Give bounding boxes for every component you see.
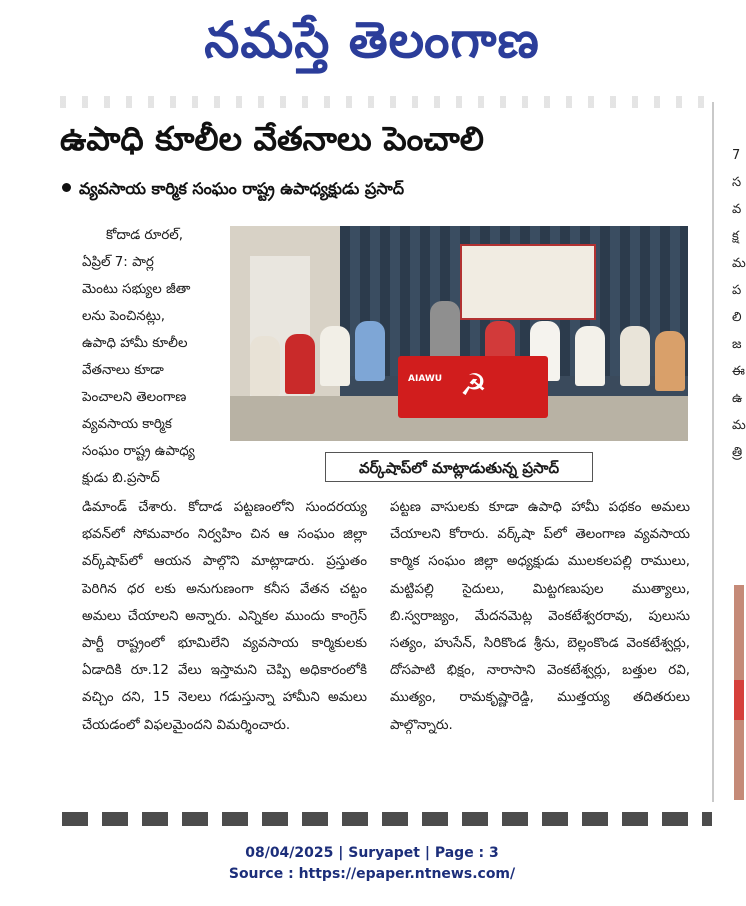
body-line: వ్యవసాయ కార్మిక: [82, 417, 172, 432]
table-label: AIAWU: [408, 374, 443, 384]
photo-person: [320, 326, 350, 386]
photo-person: [430, 301, 460, 361]
photo-person: [655, 331, 685, 391]
article-body-intro: [82, 222, 224, 492]
article-body-left: డిమాండ్ చేశారు. కోదాడ పట్టణంలోని సుందరయ్య భవన్‌లో సోమవారం నిర్వహిం చిన ఆ సంఘం జిల్లా వర్క్‌షాప్‌లో ఆయన పాల్గొని మాట్లాడారు. ప్రస్తుతం పెరిగిన ధర లకు అనుగుణంగా కనీస వేతన చట్టం అమలు చేయాలని అన్నారు. ఎన్నికల ముందు కాంగ్రెస్ పార్టీ రాష్ట్రంలో భూమిలేని వ్యవసాయ కార్మికులకు ఏడాదికి రూ.12 వేలు ఇస్తామని చెప్పి అధికారంలోకి వచ్చిం దని, 15 నెలలు గడుస్తున్నా హామీని అమలు చేయడంలో విఫలమైందని విమర్శించారు.: [82, 500, 367, 733]
body-line: ఏప్రిల్ 7: పార్ల: [82, 255, 154, 270]
article-body-right: పట్టణ వాసులకు కూడా ఉపాధి హామీ పథకం అమలు చేయాలని కోరారు. వర్క్‌షా ప్‌లో తెలంగాణ వ్యవసాయ కార్మిక సంఘం జిల్లా అధ్యక్షుడు ములకలపల్లి రాములు, మట్టిపల్లి సైదులు, మిట్టగణుపుల ముత్యాలు, బి.స్వరాజ్యం, మేదనమెట్ల వెంకటేశ్వరరావు, పులుసు సత్యం, హుసేన్, సిరికొండ శ్రీను, బెల్లంకొండ వెంకటేశ్వర్లు, దోసపాటి భిక్షం, నారాసాని వెంకటేశ్వర్లు, బత్తుల రవి, ముత్యం, రామకృష్ణారెడ్డి, ముత్తయ్య తదితరులు పాల్గొన్నారు.: [390, 500, 690, 733]
photo-person: [355, 321, 385, 381]
photo-person: [285, 334, 315, 394]
cropped-text-strip-bottom: [62, 812, 712, 826]
hammer-sickle-icon: ☭: [460, 368, 487, 403]
cropped-text-strip-top: [60, 96, 710, 108]
page-footer: [0, 843, 744, 885]
photo-caption: వర్క్‌షాప్‌లో మాట్లాడుతున్న ప్రసాద్: [325, 452, 593, 482]
photo-table-banner: [398, 356, 548, 418]
body-line: కోదాడ రూరల్,: [106, 228, 184, 243]
photo-person: [575, 326, 605, 386]
adjacent-photo-clipped-accent: [734, 680, 744, 720]
article-photo: [230, 226, 688, 441]
adjacent-column-clipped: 7 స వ క్ష మ ప లి జ ఈ ఉ మ త్రి: [732, 148, 746, 460]
masthead-logo: నమస్తే తెలంగాణ: [204, 10, 540, 69]
body-line: పెంచాలని తెలంగాణ: [82, 390, 187, 405]
photo-person: [620, 326, 650, 386]
article-headline: ఉపాధి కూలీల వేతనాలు పెంచాలి: [60, 119, 484, 158]
column-divider: [712, 102, 714, 802]
body-line: సంఘం రాష్ట్ర ఉపాధ్య: [82, 444, 195, 459]
article-subhead: [62, 178, 712, 200]
body-line: ఉపాధి హామీ కూలీల: [82, 336, 188, 351]
photo-banner: [460, 244, 596, 320]
bullet-icon: [62, 183, 71, 192]
subhead-text: వ్యవసాయ కార్మిక సంఘం రాష్ట్ర ఉపాధ్యక్షుడు ప్రసాద్: [79, 179, 405, 198]
body-line: లను పెంచినట్లు,: [82, 309, 165, 324]
body-line: మెంటు సభ్యుల జీతా: [82, 282, 191, 297]
footer-dateline: 08/04/2025 | Suryapet | Page : 3: [245, 845, 499, 861]
footer-source: Source : https://epaper.ntnews.com/: [228, 866, 516, 882]
body-line: వేతనాలు కూడా: [82, 363, 164, 378]
body-line: క్షుడు బి.ప్రసాద్: [82, 471, 160, 486]
photo-person: [250, 336, 280, 396]
